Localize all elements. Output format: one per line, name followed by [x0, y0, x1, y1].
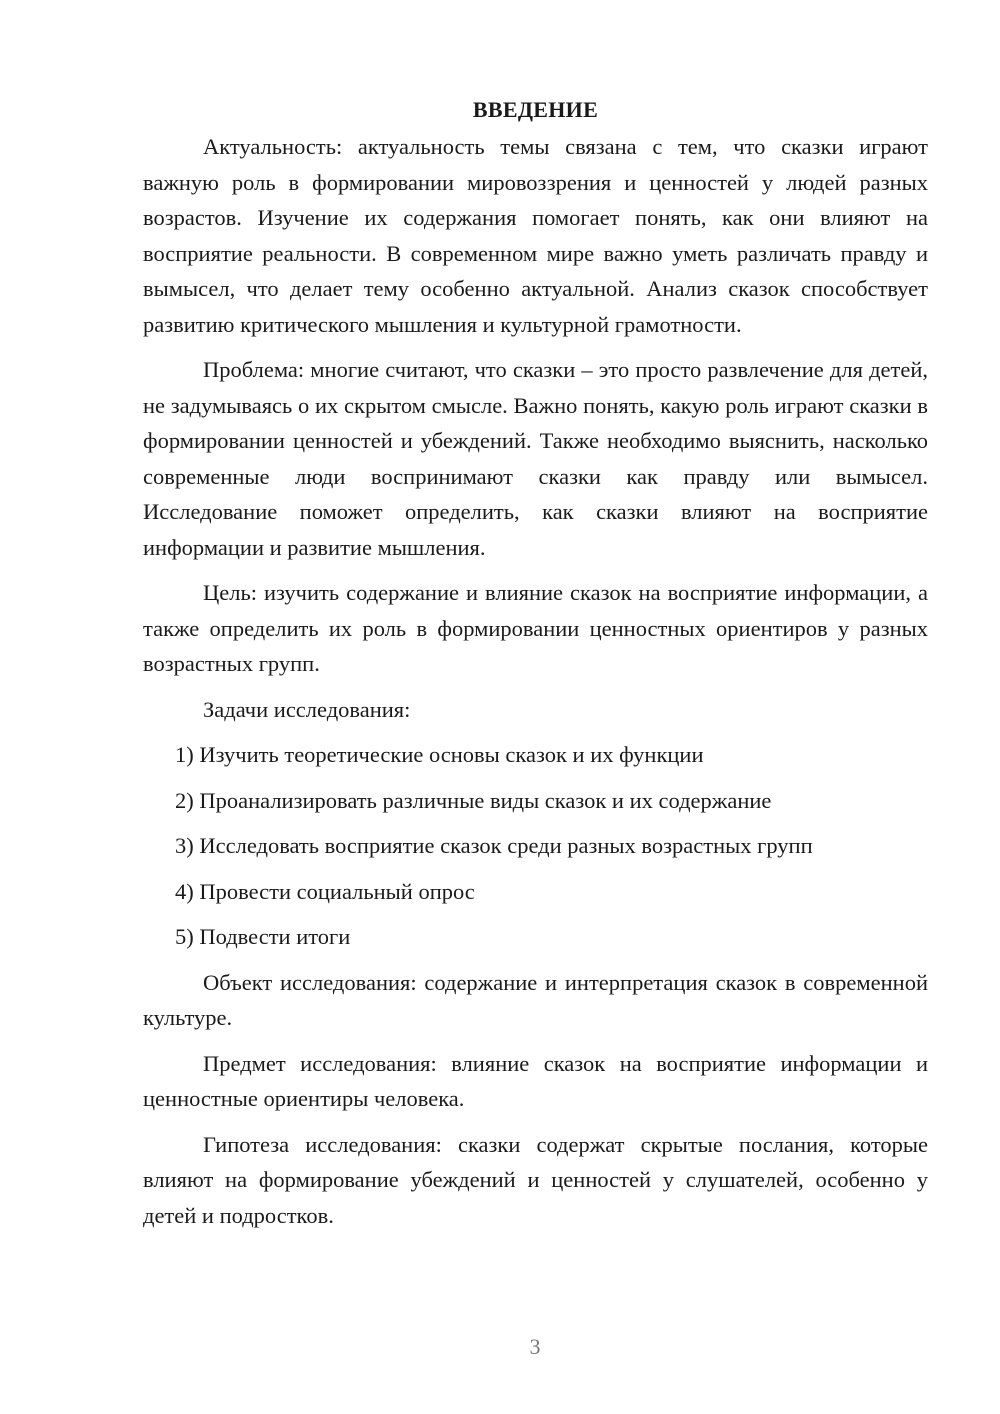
list-item: 1) Изучить теоретические основы сказок и их функции [175, 742, 704, 767]
paragraph-hypothesis: Гипотеза исследования: сказки содержат скрытые послания, которые влияют на формирование убеждений и ценностей у слушателей, особенно у детей и подростков. [143, 1131, 928, 1228]
list-item: 5) Подвести итоги [175, 924, 351, 949]
document-title: ВВЕДЕНИЕ [472, 97, 599, 122]
page-number: 3 [529, 1334, 541, 1359]
list-item: 4) Провести социальный опрос [175, 878, 475, 904]
tasks-heading: Задачи исследования: [203, 696, 411, 722]
paragraph-goal: Цель: изучить содержание и влияние сказок на восприятие информации, а также определить их роль в формировании ценностных ориентиров у разных возрастных групп. [143, 580, 928, 676]
paragraph-subject: Предмет исследования: влияние сказок на восприятие информации и ценностные ориентиры человека. [143, 1050, 928, 1111]
paragraph-relevance: Актуальность: актуальность темы связана с тем, что сказки играют важную роль в формировании мировоззрения и ценностей у людей разных возрастов. Изучение их содержания помогает понять, как они влияют на восприятие реальности. В современном мире важно уметь различать правду и вымысел, что делает тему особенно актуальной. Анализ сказок способствует развитию критического мышления и культурной грамотности. [143, 134, 928, 337]
list-item: 2) Проанализировать различные виды сказок и их содержание [175, 787, 772, 813]
document-page [143, 95, 928, 1243]
tasks-list [143, 737, 928, 955]
paragraph-problem: Проблема: многие считают, что сказки – это просто развлечение для детей, не задумываясь о их скрытом смысле. Важно понять, какую роль играют сказки в формировании ценностей и убеждений. Также необходимо выяснить, насколько современные люди воспринимают сказки как правду или вымысел. Исследование поможет определить, как сказки влияют на восприятие информации и развитие мышления. [143, 357, 928, 560]
paragraph-object: Объект исследования: содержание и интерпретация сказок в современной культуре. [143, 969, 928, 1030]
list-item: 3) Исследовать восприятие сказок среди разных возрастных групп [175, 833, 813, 858]
